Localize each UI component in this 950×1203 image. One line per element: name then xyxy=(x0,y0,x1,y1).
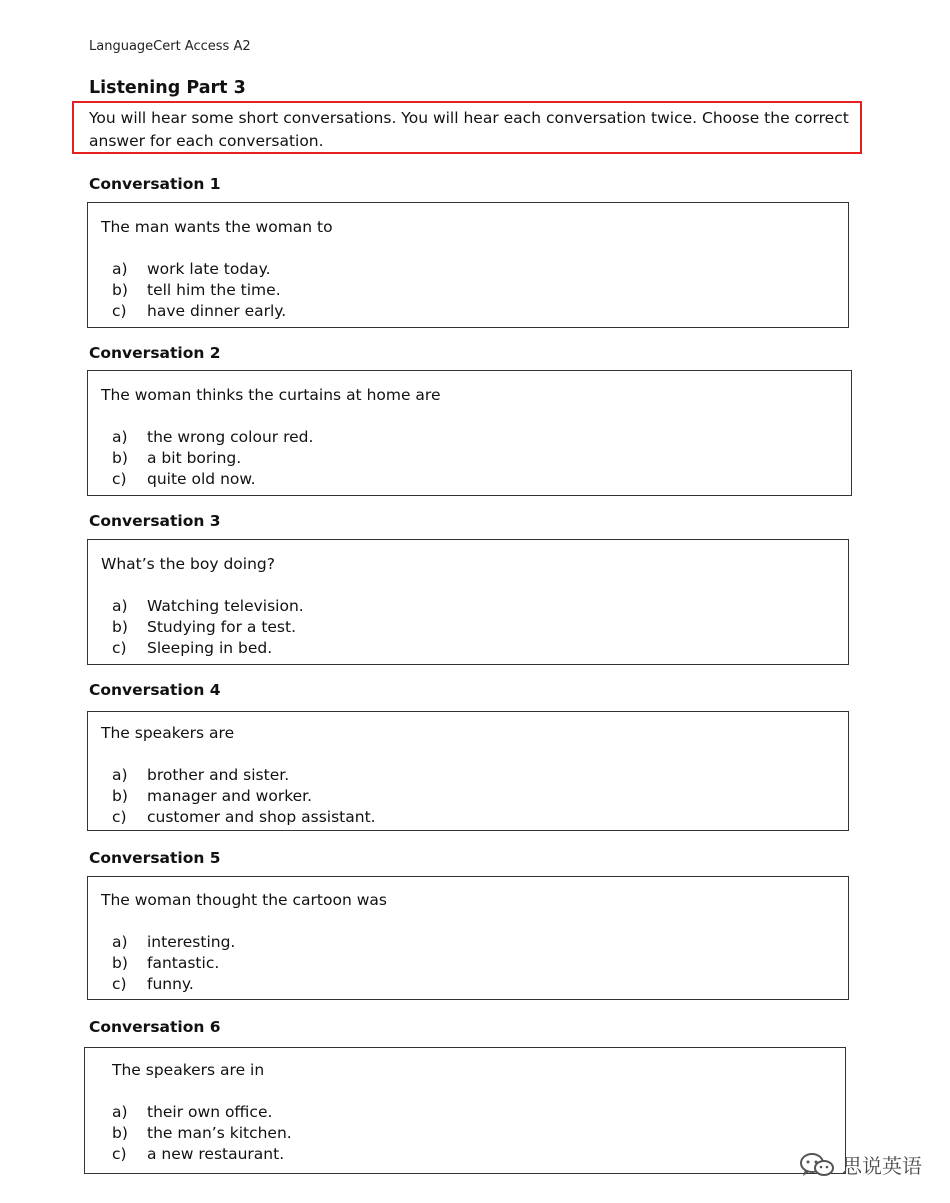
conversation-1-title: Conversation 1 xyxy=(89,175,221,193)
instructions-box: You will hear some short conversations. You will hear each conversation twice. Choose the correct answer for each conversation. xyxy=(72,101,862,154)
conversation-5-title: Conversation 5 xyxy=(89,849,221,867)
conversation-3-title: Conversation 3 xyxy=(89,512,221,530)
conversation-3-question: What’s the boy doing? xyxy=(101,555,275,573)
wechat-icon xyxy=(798,1151,836,1179)
conversation-2-question: The woman thinks the curtains at home are xyxy=(101,386,441,404)
conversation-2-title: Conversation 2 xyxy=(89,344,221,362)
document-header: LanguageCert Access A2 xyxy=(89,39,251,54)
conversation-1-question: The man wants the woman to xyxy=(101,218,333,236)
conversation-6-title: Conversation 6 xyxy=(89,1018,221,1036)
watermark-text: 思说英语 xyxy=(842,1154,922,1178)
conversation-6-box: The speakers are in a) their own office. b) the man’s kitchen. c) a new restaurant. xyxy=(84,1047,846,1174)
conversation-4-title: Conversation 4 xyxy=(89,681,221,699)
conversation-2-box: The woman thinks the curtains at home are a) the wrong colour red. b) a bit boring. c) quite old now. xyxy=(87,370,852,496)
part-title: Listening Part 3 xyxy=(89,78,246,98)
conversation-5-box: The woman thought the cartoon was a) interesting. b) fantastic. c) funny. xyxy=(87,876,849,1000)
conversation-1-box: The man wants the woman to a) work late today. b) tell him the time. c) have dinner early. xyxy=(87,202,849,328)
conversation-3-box: What’s the boy doing? a) Watching television. b) Studying for a test. c) Sleeping in bed. xyxy=(87,539,849,665)
watermark xyxy=(798,1150,922,1179)
conversation-5-question: The woman thought the cartoon was xyxy=(101,891,387,909)
conversation-6-question: The speakers are in xyxy=(112,1061,265,1079)
conversation-4-box: The speakers are a) brother and sister. b) manager and worker. c) customer and shop assistant. xyxy=(87,711,849,831)
conversation-4-question: The speakers are xyxy=(101,724,235,742)
